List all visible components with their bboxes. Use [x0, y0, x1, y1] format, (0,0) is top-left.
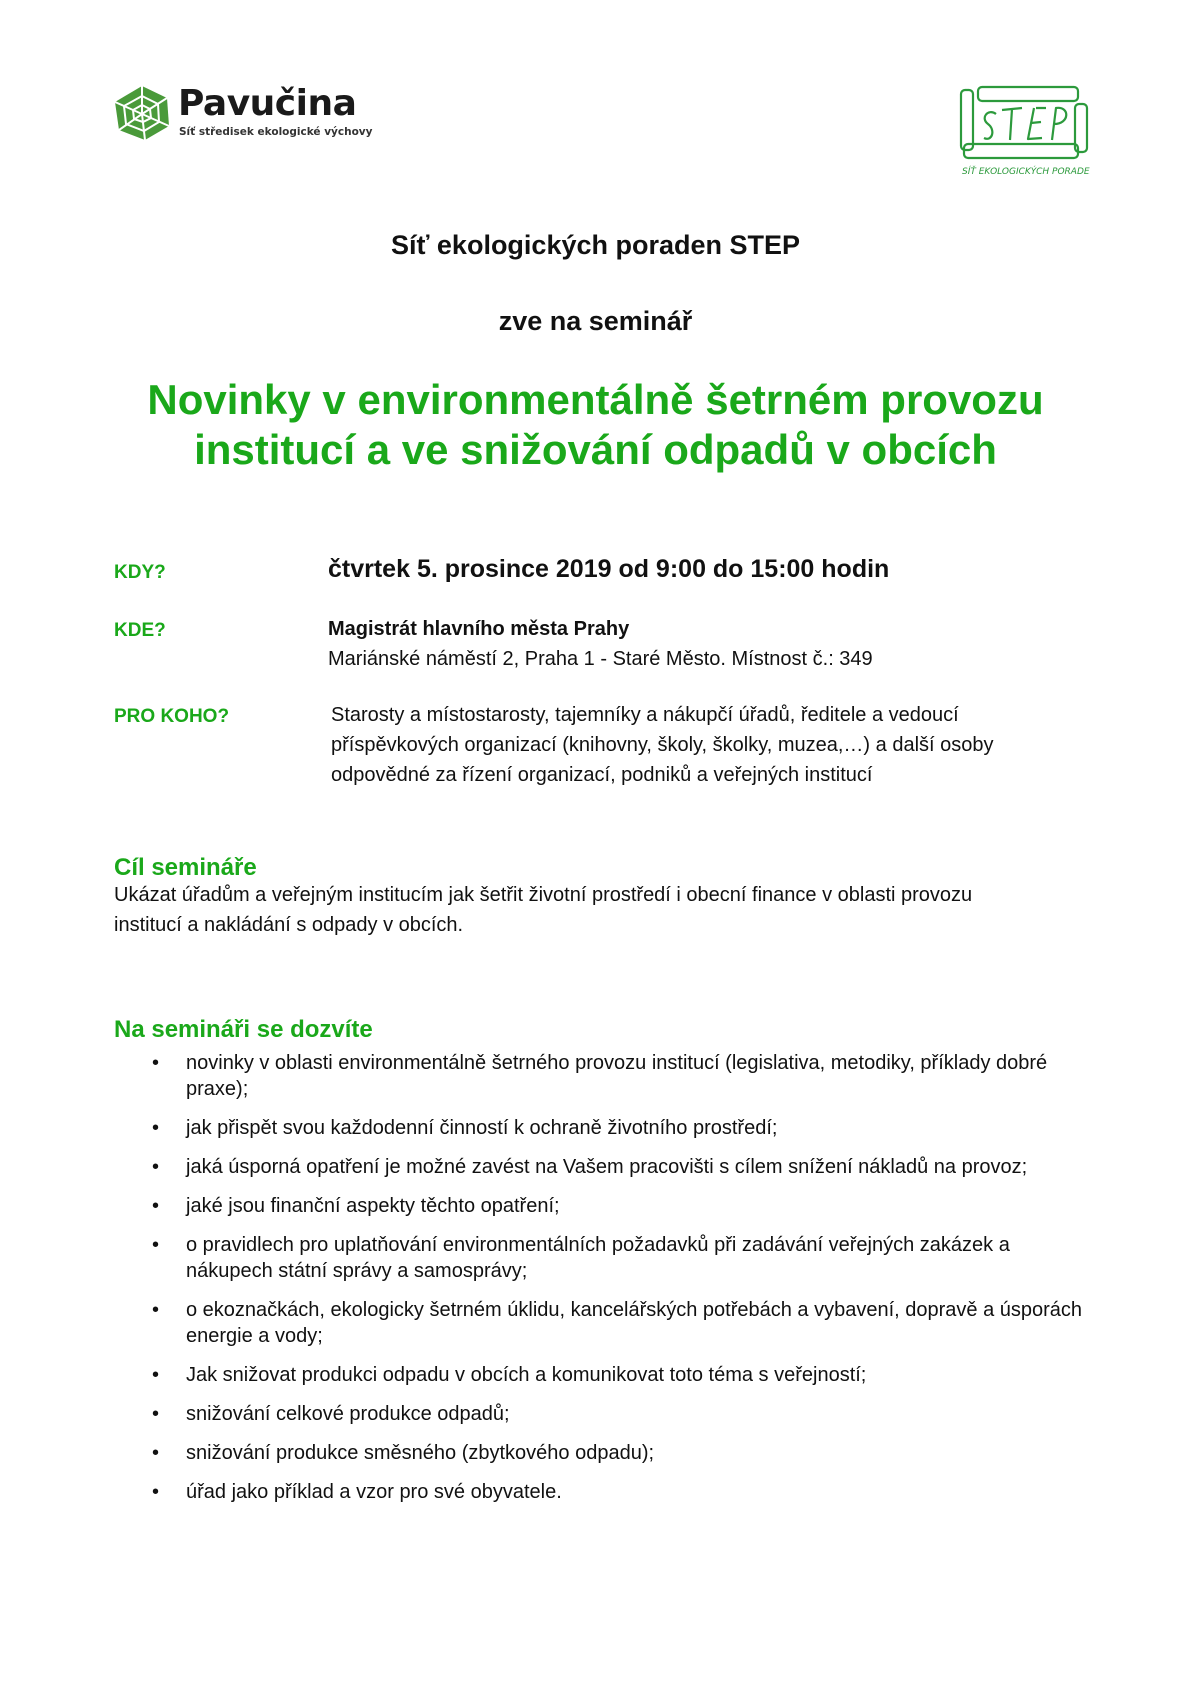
- bullet-icon: •: [152, 1403, 160, 1425]
- bullet-icon: •: [152, 1052, 160, 1074]
- audience-text: [331, 700, 994, 790]
- where-address: Mariánské náměstí 2, Praha 1 - Staré Město. Místnost č.: 349: [328, 648, 873, 670]
- where-label: KDE?: [114, 620, 166, 641]
- goal-line: Ukázat úřadům a veřejným institucím jak šetřit životní prostředí i obecní finance v oblasti provozu: [114, 884, 973, 906]
- list-item-text: jaká úsporná opatření je možné zavést na Vašem pracovišti s cílem snížení nákladů na provoz;: [186, 1156, 1028, 1178]
- bullet-icon: •: [152, 1299, 160, 1321]
- list-item-text: Jak snižovat produkci odpadu v obcích a komunikovat toto téma s veřejností;: [186, 1364, 867, 1386]
- organization-heading: Síť ekologických poraden STEP: [390, 230, 801, 260]
- list-item: [114, 1154, 1084, 1180]
- step-logo: [958, 84, 1090, 180]
- bullet-icon: •: [152, 1442, 160, 1464]
- list-item: [114, 1479, 1084, 1505]
- list-item: [114, 1362, 1084, 1388]
- audience-label: PRO KOHO?: [114, 706, 230, 727]
- pavucina-logo-title: Pavučina: [178, 83, 357, 124]
- svg-text:SÍŤ EKOLOGICKÝCH PORADEN: SÍŤ EKOLOGICKÝCH PORADEN: [962, 167, 1090, 177]
- seminar-title: [0, 375, 1191, 475]
- goal-text: [114, 880, 1074, 940]
- list-item: [114, 1440, 1084, 1466]
- audience-line: odpovědné za řízení organizací, podniků a veřejných institucí: [331, 764, 873, 786]
- step-logo-icon: [958, 84, 1090, 180]
- bullet-icon: •: [152, 1234, 160, 1256]
- list-item-text: jak přispět svou každodenní činností k ochraně životního prostředí;: [186, 1117, 778, 1139]
- learn-heading: Na semináři se dozvíte: [114, 1016, 373, 1043]
- list-item-text: jaké jsou finanční aspekty těchto opatření;: [186, 1195, 560, 1217]
- audience-line: Starosty a místostarosty, tajemníky a nákupčí úřadů, ředitele a vedoucí: [331, 704, 959, 726]
- spider-web-icon: [112, 84, 172, 142]
- when-label: KDY?: [114, 562, 166, 583]
- list-item: [114, 1232, 1084, 1284]
- goal-heading: Cíl semináře: [114, 854, 257, 881]
- list-item-text: snižování celkové produkce odpadů;: [186, 1403, 510, 1425]
- bullet-icon: •: [152, 1156, 160, 1178]
- goal-line: institucí a nakládání s odpady v obcích.: [114, 914, 464, 936]
- audience-line: příspěvkových organizací (knihovny, školy, školky, muzea,…) a další osoby: [331, 734, 994, 756]
- when-value: čtvrtek 5. prosince 2019 od 9:00 do 15:00 hodin: [328, 555, 890, 583]
- bullet-icon: •: [152, 1481, 160, 1503]
- list-item: [114, 1401, 1084, 1427]
- list-item-text: úřad jako příklad a vzor pro své obyvatele.: [186, 1481, 562, 1503]
- list-item: [114, 1193, 1084, 1219]
- list-item-text: novinky v oblasti environmentálně šetrného provozu institucí (legislativa, metodiky, příklady dobré praxe);: [186, 1052, 1048, 1100]
- bullet-icon: •: [152, 1117, 160, 1139]
- bullet-icon: •: [152, 1195, 160, 1217]
- list-item-text: snižování produkce směsného (zbytkového odpadu);: [186, 1442, 655, 1464]
- learn-list: [114, 1050, 1084, 1518]
- pavucina-logo-subtitle: Síť středisek ekologické výchovy: [179, 126, 373, 138]
- list-item: [114, 1050, 1084, 1102]
- list-item: [114, 1115, 1084, 1141]
- invite-heading: zve na seminář: [498, 306, 693, 336]
- list-item-text: o pravidlech pro uplatňování environmentálních požadavků při zadávání veřejných zakázek a nákupech státní správy a samosprávy;: [186, 1234, 1010, 1282]
- bullet-icon: •: [152, 1364, 160, 1386]
- seminar-title-line1: Novinky v environmentálně šetrném provozu: [147, 376, 1044, 423]
- seminar-title-line2: institucí a ve snižování odpadů v obcích: [194, 426, 997, 473]
- where-venue: Magistrát hlavního města Prahy: [328, 618, 630, 640]
- list-item: [114, 1297, 1084, 1349]
- pavucina-logo: [112, 83, 373, 146]
- list-item-text: o ekoznačkách, ekologicky šetrném úklidu, kancelářských potřebách a vybavení, dopravě a úsporách energie a vody;: [186, 1299, 1083, 1347]
